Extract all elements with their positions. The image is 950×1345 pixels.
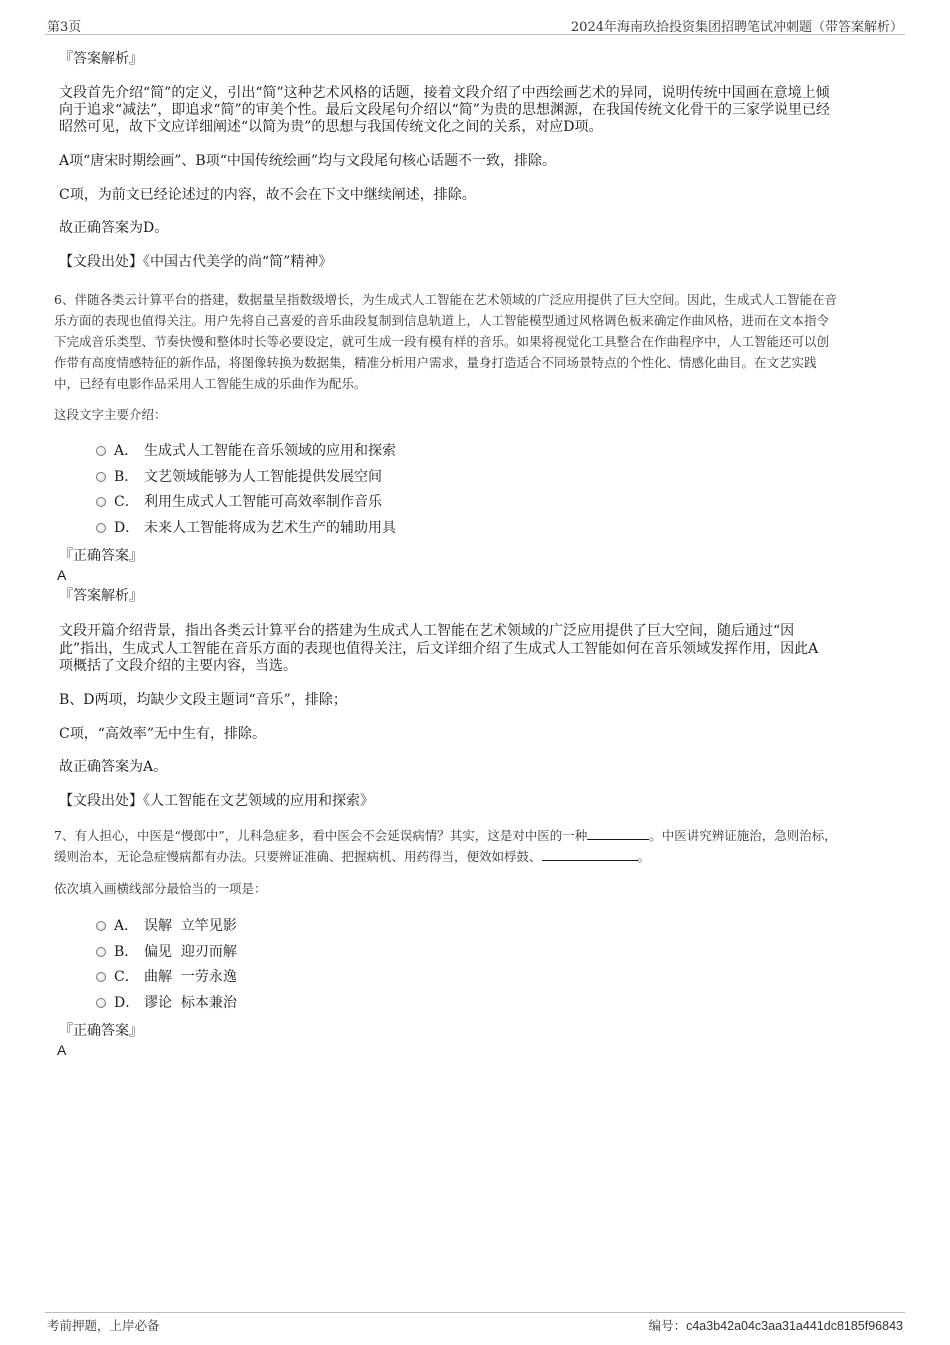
q5-analysis-ab: A项“唐宋时期绘画”、B项“中国传统绘画”均与文段尾句核心话题不一致，排除。 (59, 153, 557, 169)
q7-blank-2[interactable] (542, 847, 638, 861)
q6-stem-line-1: 6、伴随各类云计算平台的搭建，数据量呈指数级增长，为生成式人工智能在艺术领域的广泛应用提供了巨大空间。因此，生成式人工智能在音 (54, 292, 837, 307)
q7-answer-heading: 『正确答案』 (59, 1023, 143, 1039)
q6-analysis-line-3: 项概括了文段介绍的主要内容，当选。 (59, 658, 297, 674)
q6-prompt: 这段文字主要介绍： (54, 407, 167, 422)
q7-option-a[interactable]: A． 误解 立竿见影 (96, 917, 237, 935)
footer-slogan: 考前押题，上岸必备 (47, 1318, 160, 1333)
q6-stem-line-3: 下完成音乐类型、节奏快慢和整体时长等必要设定，就可生成一段有模有样的音乐。如果将视觉化工具整合在作曲程序中，人工智能还可以创 (54, 334, 830, 349)
q7-option-c[interactable]: C． 曲解 一劳永逸 (96, 968, 237, 986)
radio-icon[interactable] (96, 972, 106, 982)
q7-option-d[interactable]: D． 谬论 标本兼治 (96, 994, 237, 1012)
radio-icon[interactable] (96, 921, 106, 931)
q5-analysis-line-2: 向于追求“减法”，即追求“简”的审美个性。最后文段尾句介绍以“简”为贵的思想渊源，在我国传统文化骨干的三家学说里已经 (59, 102, 830, 118)
q6-analysis-line-2: 此”指出，生成式人工智能在音乐方面的表现也值得关注，后文详细介绍了生成式人工智能如何在音乐领域发挥作用，因此A (59, 641, 819, 657)
q6-option-a[interactable]: A． 生成式人工智能在音乐领域的应用和探索 (96, 442, 396, 460)
q6-stem-line-2: 乐方面的表现也值得关注。用户先将自己喜爱的音乐曲段复制到信息轨道上，人工智能模型通过风格调色板来确定作曲风格，进而在文本指令 (54, 313, 830, 328)
radio-icon[interactable] (96, 472, 106, 482)
q7-prompt: 依次填入画横线部分最恰当的一项是： (54, 881, 267, 896)
q5-source: 【文段出处】《中国古代美学的尚“简”精神》 (59, 254, 333, 270)
footer-id: 编号：c4a3b42a04c3aa31a441dc8185f96843 (648, 1318, 903, 1333)
q6-option-d[interactable]: D． 未来人工智能将成为艺术生产的辅助用具 (96, 519, 396, 537)
document-id: c4a3b42a04c3aa31a441dc8185f96843 (686, 1319, 903, 1333)
q5-analysis-line-1: 文段首先介绍“简”的定义，引出“简”这种艺术风格的话题，接着文段介绍了中西绘画艺术的异同，说明传统中国画在意境上倾 (59, 85, 830, 101)
q6-analysis-line-1: 文段开篇介绍背景，指出各类云计算平台的搭建为生成式人工智能在艺术领域的广泛应用提供了巨大空间，随后通过“因 (59, 623, 795, 639)
q7-option-b[interactable]: B． 偏见 迎刃而解 (96, 943, 237, 961)
radio-icon[interactable] (96, 947, 106, 957)
q5-analysis-c: C项，为前文已经论述过的内容，故不会在下文中继续阐述，排除。 (59, 187, 476, 203)
q6-option-b[interactable]: B． 文艺领域能够为人工智能提供发展空间 (96, 468, 382, 486)
q6-analysis-c: C项，“高效率”无中生有，排除。 (59, 726, 267, 742)
q6-analysis-heading: 『答案解析』 (59, 588, 143, 604)
q7-stem-line-1: 7、有人担心，中医是“慢郎中”，儿科急症多，看中医会不会延误病情？其实，这是对中医的一种 。中医讲究辨证施治，急则治标， (54, 828, 837, 843)
page-header (45, 14, 905, 35)
q6-answer: A (57, 567, 67, 583)
page-footer (45, 1312, 905, 1337)
q6-option-c[interactable]: C． 利用生成式人工智能可高效率制作音乐 (96, 493, 382, 511)
q6-stem-line-5: 中，已经有电影作品采用人工智能生成的乐曲作为配乐。 (54, 376, 367, 391)
q6-stem (54, 289, 837, 394)
q7-stem-line-2: 缓则治本，无论急症慢病都有办法。只要辨证准确、把握病机、用药得当，便效如桴鼓、 。 (54, 849, 651, 864)
q7-answer: A (57, 1042, 67, 1058)
q5-conclusion: 故正确答案为D。 (59, 220, 169, 236)
q6-analysis-bd: B、D两项，均缺少文段主题词“音乐”，排除； (59, 692, 347, 708)
radio-icon[interactable] (96, 446, 106, 456)
q6-source: 【文段出处】《人工智能在文艺领域的应用和探索》 (59, 793, 374, 809)
page-number: 第3页 (47, 20, 82, 35)
radio-icon[interactable] (96, 497, 106, 507)
radio-icon[interactable] (96, 998, 106, 1008)
q6-answer-heading: 『正确答案』 (59, 548, 143, 564)
q6-stem-line-4: 作带有高度情感特征的新作品，将图像转换为数据集，精准分析用户需求，量身打造适合不同场景特点的个性化、情感化曲目。在文艺实践 (54, 355, 817, 370)
q5-analysis-heading: 『答案解析』 (59, 51, 143, 67)
q7-blank-1[interactable] (587, 826, 649, 840)
radio-icon[interactable] (96, 523, 106, 533)
document-title: 2024年海南玖拾投资集团招聘笔试冲刺题（带答案解析） (570, 20, 903, 35)
q5-analysis-line-3: 昭然可见，故下文应详细阐述“以简为贵”的思想与我国传统文化之间的关系，对应D项。 (59, 119, 603, 135)
q6-conclusion: 故正确答案为A。 (59, 759, 168, 775)
